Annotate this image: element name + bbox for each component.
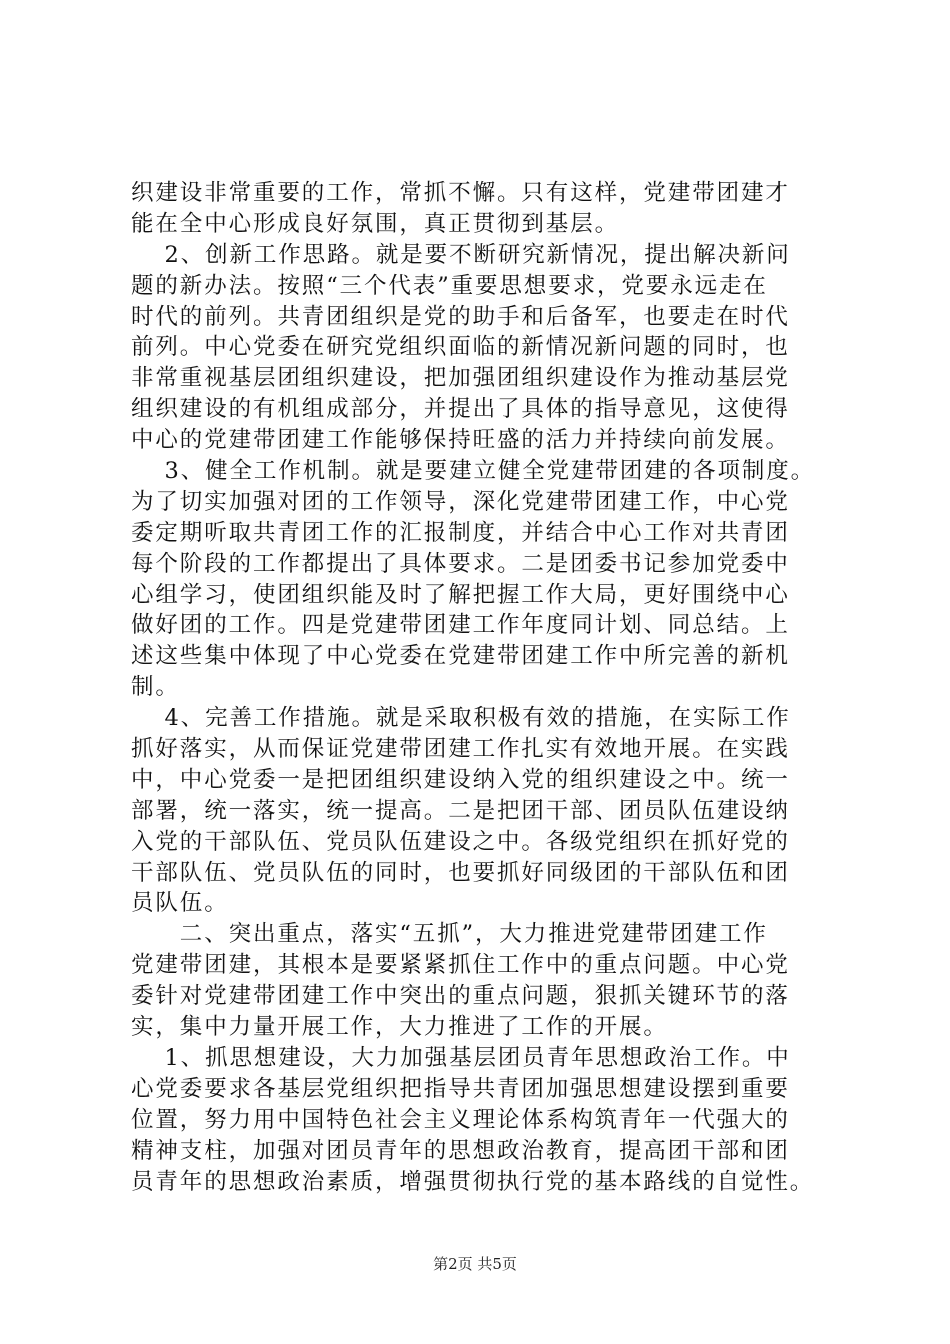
text-line: 4、完善工作措施。就是采取积极有效的措施，在实际工作 xyxy=(131,705,791,732)
body-text xyxy=(131,178,831,1197)
text-line: 中心的党建带团建工作能够保持旺盛的活力并持续向前发展。 xyxy=(131,427,790,454)
text-line: 委定期听取共青团工作的汇报制度，并结合中心工作对共青团 xyxy=(131,519,790,546)
text-line: 做好团的工作。四是党建带团建工作年度同计划、同总结。上 xyxy=(131,612,790,639)
text-line: 位置，努力用中国特色社会主义理论体系构筑青年一代强大的 xyxy=(131,1106,790,1133)
text-line: 织建设非常重要的工作，常抓不懈。只有这样，党建带团建才 xyxy=(131,180,790,206)
text-line: 能在全中心形成良好氛围，真正贯彻到基层。 xyxy=(131,210,620,237)
text-line: 实，集中力量开展工作，大力推进了工作的开展。 xyxy=(131,1014,668,1041)
text-line: 员青年的思想政治素质，增强贯彻执行党的基本路线的自觉性。 xyxy=(131,1168,815,1195)
text-line: 1、抓思想建设，大力加强基层团员青年思想政治工作。中 xyxy=(131,1044,791,1071)
text-line: 题的新办法。按照“三个代表”重要思想要求，党要永远走在 xyxy=(131,272,768,299)
text-line: 员队伍。 xyxy=(131,890,229,917)
text-line: 述这些集中体现了中心党委在党建带团建工作中所完善的新机 xyxy=(131,643,790,670)
text-line: 心组学习，使团组织能及时了解把握工作大局，更好围绕中心 xyxy=(131,581,790,608)
text-line: 制。 xyxy=(131,674,180,701)
text-line: 入党的干部队伍、党员队伍建设之中。各级党组织在抓好党的 xyxy=(131,828,790,855)
text-line: 委针对党建带团建工作中突出的重点问题，狠抓关键环节的落 xyxy=(131,983,790,1010)
text-line: 前列。中心党委在研究党组织面临的新情况新问题的同时，也 xyxy=(131,334,790,361)
text-line: 3、健全工作机制。就是要建立健全党建带团建的各项制度。 xyxy=(131,458,816,485)
text-line: 抓好落实，从而保证党建带团建工作扎实有效地开展。在实践 xyxy=(131,736,790,763)
text-line: 时代的前列。共青团组织是党的助手和后备军，也要走在时代 xyxy=(131,303,790,330)
text-line: 干部队伍、党员队伍的同时，也要抓好同级团的干部队伍和团 xyxy=(131,859,790,886)
text-line: 为了切实加强对团的工作领导，深化党建带团建工作，中心党 xyxy=(131,488,790,515)
text-line: 2、创新工作思路。就是要不断研究新情况，提出解决新问 xyxy=(131,241,791,268)
text-line: 心党委要求各基层党组织把指导共青团加强思想建设摆到重要 xyxy=(131,1075,790,1102)
text-line: 中，中心党委一是把团组织建设纳入党的组织建设之中。统一 xyxy=(131,766,790,793)
text-line: 组织建设的有机组成部分，并提出了具体的指导意见，这使得 xyxy=(131,396,790,423)
text-line: 部署，统一落实，统一提高。二是把团干部、团员队伍建设纳 xyxy=(131,797,790,824)
text-line: 精神支柱，加强对团员青年的思想政治教育，提高团干部和团 xyxy=(131,1137,790,1164)
page-number-footer: 第2页 共5页 xyxy=(433,1255,517,1273)
section-heading: 二、突出重点，落实“五抓”，大力推进党建带团建工作 xyxy=(131,921,768,948)
text-line: 每个阶段的工作都提出了具体要求。二是团委书记参加党委中 xyxy=(131,550,790,577)
text-line: 党建带团建，其根本是要紧紧抓住工作中的重点问题。中心党 xyxy=(131,952,790,979)
text-line: 非常重视基层团组织建设，把加强团组织建设作为推动基层党 xyxy=(131,365,790,392)
